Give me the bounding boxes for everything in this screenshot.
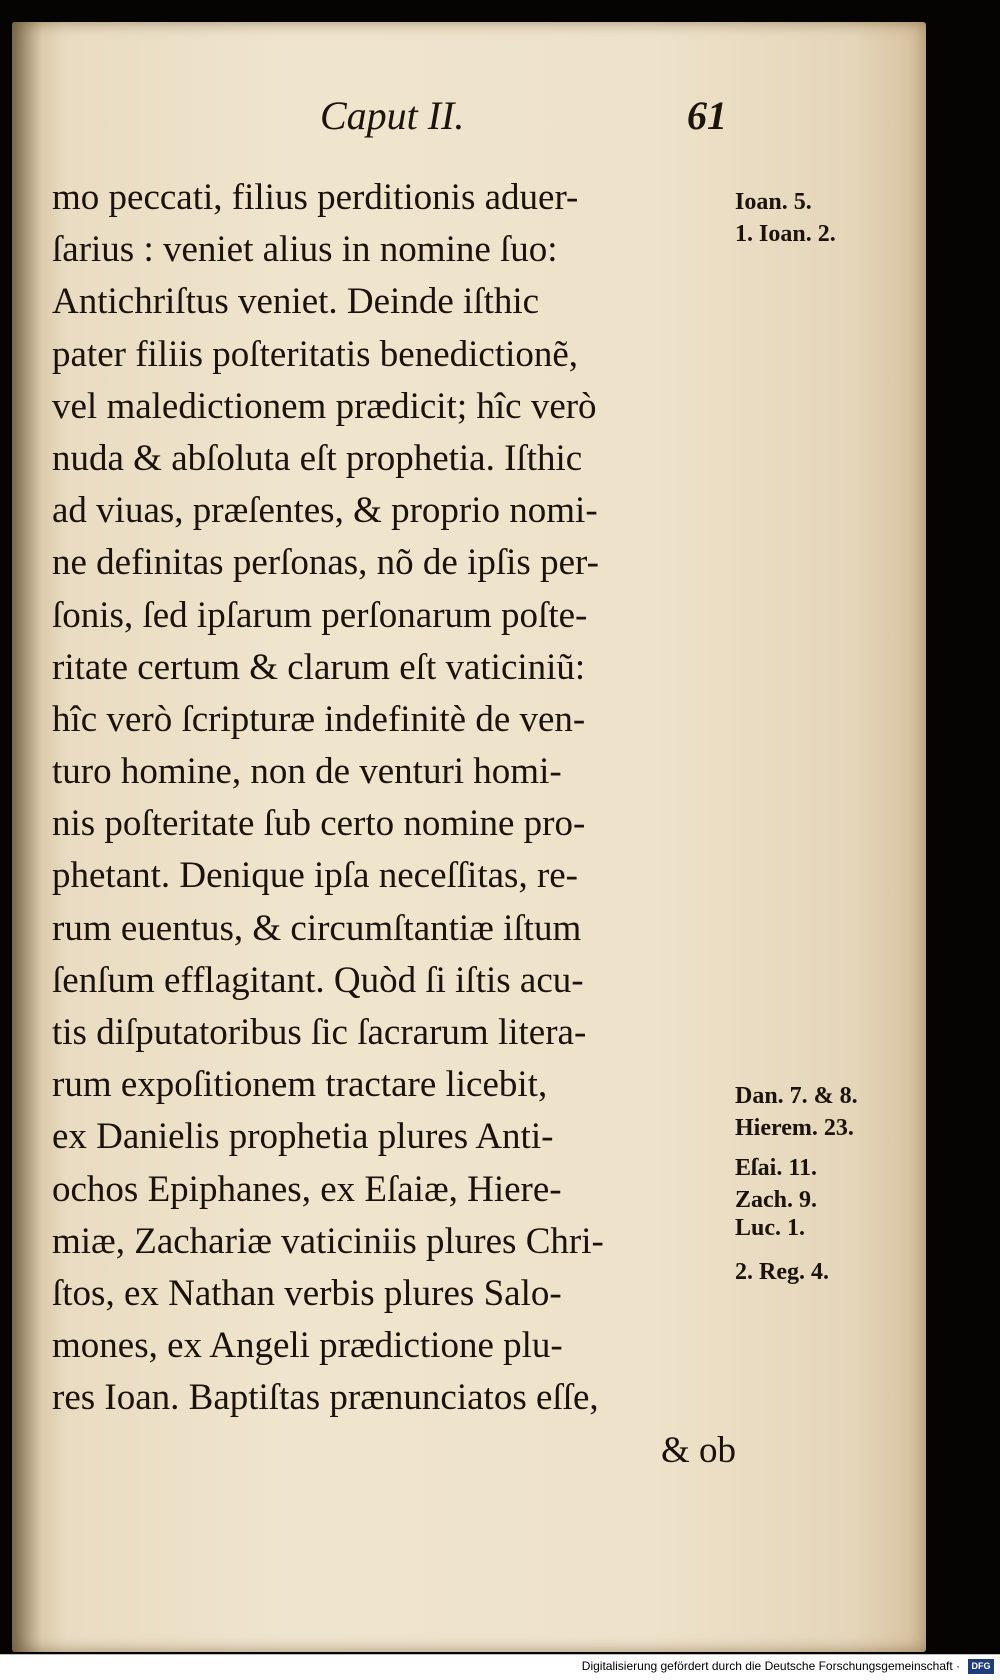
text-line: vel maledictionem prædicit; hîc verò	[52, 385, 597, 427]
text-line: ſenſum efflagitant. Quòd ſi iſtis acu-	[52, 959, 584, 1001]
text-line: tis diſputatoribus ſic ſacrarum litera-	[52, 1012, 587, 1053]
text-line: nis poſteritate ſub certo nomine pro-	[52, 803, 586, 845]
text-line: turo homine, non de venturi homi-	[52, 751, 562, 793]
marginal-note: Zach. 9.	[735, 1187, 818, 1213]
footer-bar	[0, 1654, 1000, 1680]
text-line: Antichriſtus veniet. Deinde iſthic	[52, 281, 540, 323]
dfg-logo: DFG	[968, 1659, 994, 1674]
marginal-note: Dan. 7. & 8.	[735, 1083, 858, 1109]
book-page	[12, 22, 926, 1652]
text-line: ochos Epiphanes, ex Eſaiæ, Hiere-	[52, 1168, 562, 1210]
text-line: mones, ex Angeli prædictione plu-	[52, 1325, 563, 1367]
marginal-note: 2. Reg. 4.	[735, 1259, 829, 1285]
marginal-note: Ioan. 5.	[735, 189, 812, 215]
text-line: rum expoſitionem tractare licebit,	[52, 1064, 548, 1106]
marginal-note: 1. Ioan. 2.	[735, 221, 836, 247]
text-line: pater filiis poſteritatis benedictionẽ,	[52, 333, 579, 375]
text-line: ad viuas, præſentes, & proprio nomi-	[52, 490, 598, 532]
text-line: hîc verò ſcripturæ indefinitè de ven-	[52, 698, 586, 740]
text-line: nuda & abſoluta eſt prophetia. Iſthic	[52, 437, 583, 479]
text-line: ſonis, ſed ipſarum perſonarum poſte-	[52, 594, 588, 636]
page-number: 61	[687, 93, 727, 138]
chapter-title: Caput II.	[320, 93, 465, 138]
marginal-note: Eſai. 11.	[735, 1155, 818, 1181]
catchword: & ob	[660, 1429, 736, 1471]
main-text	[52, 172, 752, 1477]
text-line: ex Danielis prophetia plures Anti-	[52, 1116, 554, 1158]
text-line: ſtos, ex Nathan verbis plures Salo-	[52, 1272, 562, 1314]
text-line: ſarius : veniet alius in nomine ſuo:	[52, 229, 558, 271]
text-line: ne definitas perſonas, nõ de ipſis per-	[52, 542, 599, 584]
text-line: miæ, Zachariæ vaticiniis plures Chri-	[52, 1220, 604, 1262]
marginal-note: Luc. 1.	[735, 1215, 806, 1241]
text-line: ritate certum & clarum eſt vaticiniũ:	[52, 646, 586, 688]
text-line: phetant. Denique ipſa neceſſitas, re-	[52, 855, 579, 897]
text-line: res Ioan. Baptiſtas prænunciatos eſſe,	[52, 1377, 599, 1419]
funding-credit: Digitalisierung gefördert durch die Deutsche Forschungsgemeinschaft ·	[581, 1659, 960, 1673]
marginal-note: Hierem. 23.	[735, 1115, 854, 1141]
text-line: rum euentus, & circumſtantiæ iſtum	[52, 907, 582, 949]
text-line: mo peccati, filius perditionis aduer-	[52, 177, 579, 218]
running-head	[12, 92, 926, 142]
